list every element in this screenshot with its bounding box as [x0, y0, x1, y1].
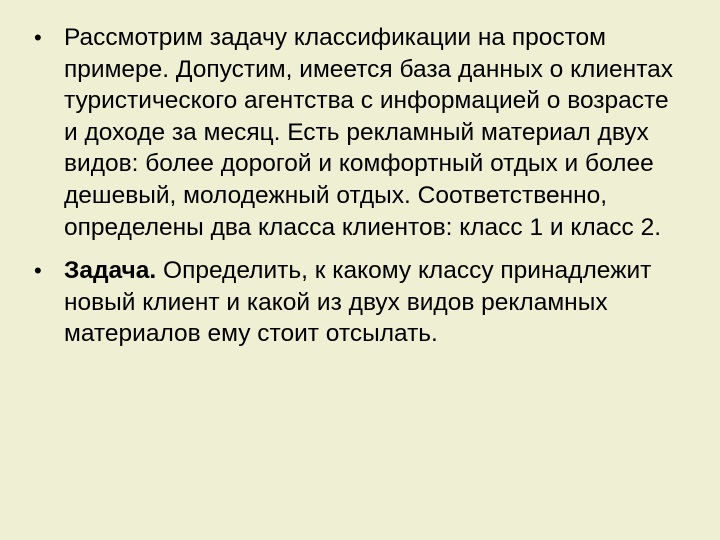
bullet-item-task [34, 255, 686, 350]
bullet-list [34, 22, 686, 362]
bullet-text: Определить, к какому классу принадлежит новый клиент и какой из двух видов рекламных материалов ему стоит отсылать. [64, 257, 652, 348]
bullet-icon: • [34, 258, 42, 284]
bullet-item-example [34, 22, 686, 243]
bullet-text: Рассмотрим задачу классификации на простом примере. Допустим, имеется база данных о клиентах туристического агентства с информацией о возрасте и доходе за месяц. Есть рекламный материал двух видов: более дорогой и комфортный отдых и более дешевый, молодежный отдых. Соответственно, определены два класса клиентов: класс 1 и класс 2. [64, 24, 674, 241]
task-label: Задача. [64, 257, 157, 285]
bullet-icon: • [34, 25, 42, 50]
